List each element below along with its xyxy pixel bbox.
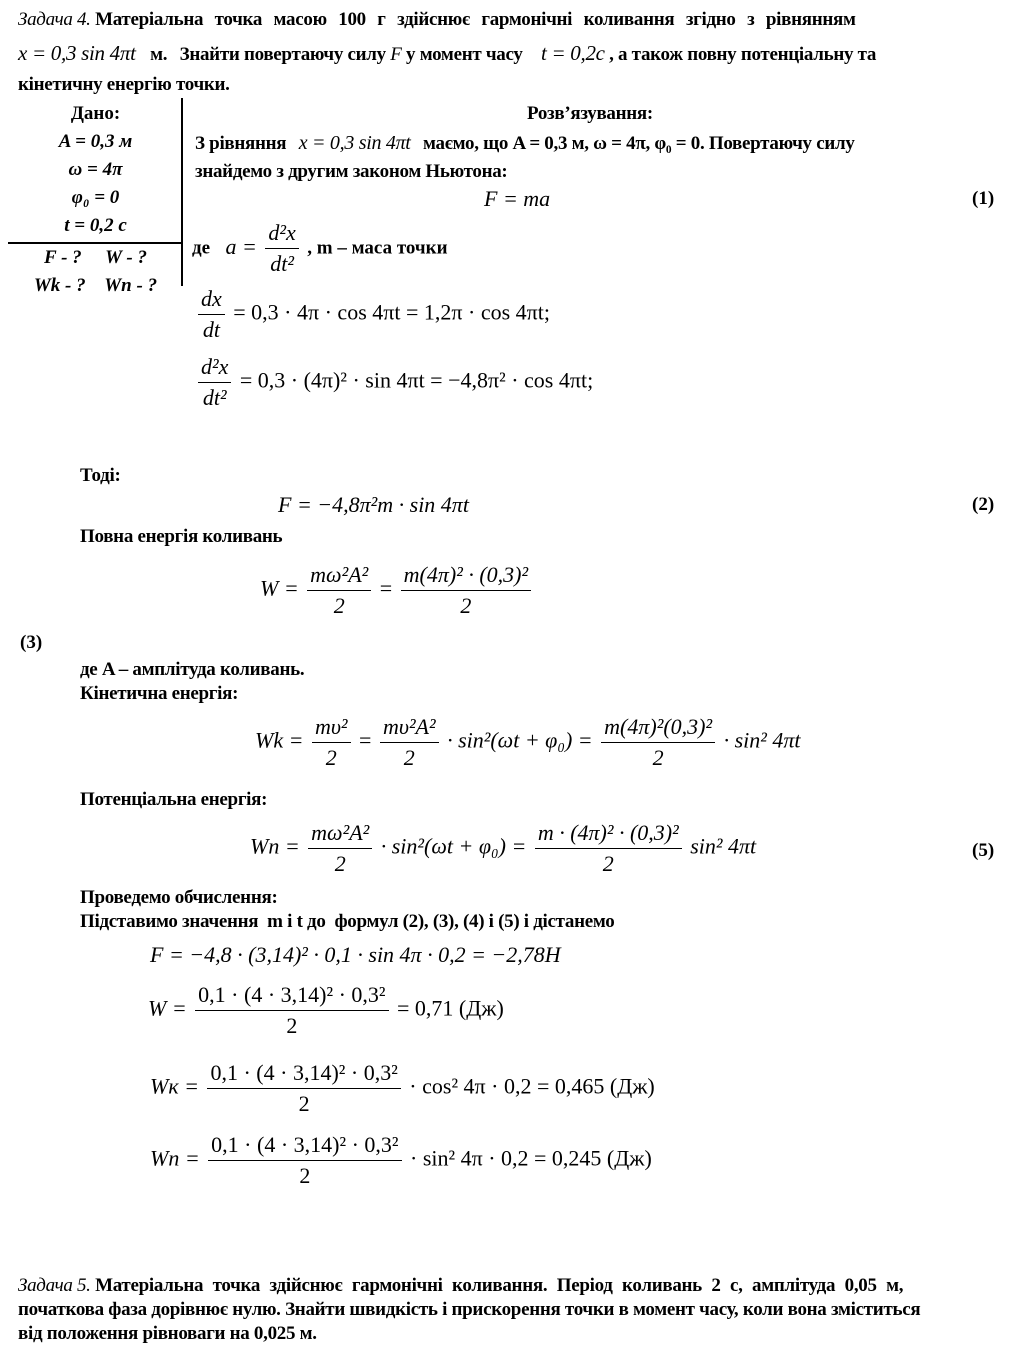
calcWk-lhs: Wк =	[150, 1073, 199, 1099]
kinetic-title: Кінетична енергія:	[80, 683, 239, 704]
problem4-line1	[18, 8, 1010, 32]
given-block	[8, 100, 183, 300]
problem4-line3	[18, 73, 1010, 97]
calc-potential-energy	[150, 1130, 652, 1191]
problem4-text3: у момент часу	[406, 44, 523, 65]
calcWn-lhs: Wn =	[150, 1145, 200, 1171]
Wn-num2: m · (4π)² · (0,3)²	[535, 818, 682, 849]
problem4-text4: , а також повну потенціальну та	[609, 44, 877, 65]
potential-energy-formula	[250, 818, 756, 879]
dx-numerator: dx	[198, 284, 225, 315]
Wn-num1: mω²A²	[308, 818, 372, 849]
solution-para2: знайдемо з другим законом Ньютона:	[195, 161, 508, 182]
problem5-label: Задача 5.	[18, 1275, 91, 1296]
calcWn-fraction	[208, 1130, 401, 1191]
W-equals: =	[379, 575, 393, 601]
Wk-den2: 2	[403, 745, 415, 770]
given-omega: ω = 4π	[68, 159, 123, 180]
given-vertical-rule	[181, 98, 183, 286]
calcW-lhs: W =	[148, 995, 187, 1021]
calc-force: F = −4,8 · (3,14)² · 0,1 · sin 4π · 0,2 = −2,78H	[150, 942, 561, 967]
Wn-fraction-2	[535, 818, 682, 879]
d2x-numerator: d²x	[198, 352, 231, 383]
calcWn-den: 2	[299, 1163, 311, 1188]
Wk-fraction-1	[312, 712, 351, 773]
dx-fraction	[198, 284, 225, 345]
mass-note: , m – маса точки	[307, 237, 448, 259]
calcW-num: 0,1 · (4 · 3,14)² · 0,3²	[195, 980, 388, 1011]
kinetic-energy-formula: Wk = $\frac{\text{mυ²}}{2}$ = $\frac{\text{mυ²A²}}{2}$ · sin²(ωt + φ₀) = $\frac{\text{m(4π)²(0,3)²}}{2}$ · sin² 4πt	[255, 712, 800, 773]
de-label: де	[192, 237, 211, 259]
W-den1: 2	[333, 593, 345, 618]
given-unknowns-row2: Wk - ? Wn - ?	[33, 275, 158, 296]
full-energy-label: Повна енергія коливань	[80, 526, 283, 547]
calcWk-rhs: · cos² 4π · 0,2 = 0,465 (Дж)	[409, 1073, 655, 1099]
W-num2: m(4π)² · (0,3)²	[401, 560, 531, 591]
solution-p1-equation: x = 0,3 sin 4πt	[298, 132, 411, 154]
dx-rhs: = 0,3 · 4π · cos 4πt = 1,2π · cos 4πt;	[233, 299, 550, 325]
equation-2-number: (2)	[972, 494, 995, 515]
problem5-line1	[18, 1274, 1010, 1298]
d2x-rhs: = 0,3 · (4π)² · sin 4πt = −4,8π² · cos 4πt;	[239, 367, 594, 393]
solution-para1	[195, 130, 855, 156]
acceleration-definition	[192, 218, 448, 279]
Wk-fraction-3	[601, 712, 715, 773]
problem4-line2	[18, 40, 1010, 67]
problem4-text2: Знайти повертаючу силу	[179, 44, 386, 65]
a-denominator: dt²	[270, 251, 294, 276]
solution-p1b: маємо, що A = 0,3 м, ω = 4π, φ₀ = 0. Повертаючу силу	[423, 133, 855, 154]
calcW-den: 2	[286, 1013, 298, 1038]
given-time: t = 0,2 с	[64, 215, 127, 236]
Wn-lhs: Wn =	[250, 833, 300, 859]
Wk-num3: m(4π)²(0,3)²	[601, 712, 715, 743]
amplitude-note: де A – амплітуда коливань.	[80, 659, 305, 680]
Wk-den1: 2	[325, 745, 337, 770]
calcW-rhs: = 0,71 (Дж)	[397, 995, 504, 1021]
Wk-den3: 2	[652, 745, 664, 770]
problem5-line2: початкова фаза дорівнює нулю. Знайти швидкість і прискорення точки в момент часу, коли вона зміститься	[18, 1299, 921, 1320]
solution-p1a: З рівняння	[195, 133, 287, 154]
calcWk-den: 2	[298, 1091, 310, 1116]
equation-2: F = −4,8π²m · sin 4πt	[278, 492, 469, 517]
Wk-fraction-2	[380, 712, 439, 773]
problem4-time: t = 0,2c	[540, 41, 605, 65]
calcW-fraction	[195, 980, 388, 1041]
potential-title: Потенціальна енергія:	[80, 789, 268, 810]
solution-title: Розв’язування:	[527, 103, 653, 124]
Wk-lhs: Wk =	[255, 727, 304, 753]
a-lhs: a =	[225, 233, 257, 259]
problem4-text5: кінетичну енергію точки.	[18, 74, 230, 95]
Wk-num1: mυ²	[312, 712, 351, 743]
Wn-den1: 2	[334, 851, 346, 876]
Wk-mid: · sin²(ωt + φ₀) =	[447, 727, 593, 753]
calcWn-num: 0,1 · (4 · 3,14)² · 0,3²	[208, 1130, 401, 1161]
calcWk-num: 0,1 · (4 · 3,14)² · 0,3²	[207, 1058, 400, 1089]
problem4-unit: м.	[150, 44, 168, 65]
problem4-equation: x = 0,3 sin 4πt	[18, 41, 136, 65]
equation-5-number: (5)	[972, 840, 995, 861]
W-den2: 2	[460, 593, 472, 618]
Wn-den2: 2	[602, 851, 614, 876]
acceleration-derivative	[195, 352, 593, 413]
equation-3-number: (3)	[20, 632, 43, 653]
given-phase: φ₀ = 0	[71, 187, 120, 208]
total-energy-formula	[260, 560, 534, 621]
Wk-tail: · sin² 4πt	[723, 727, 801, 753]
todi-label: Тоді:	[80, 465, 121, 486]
calcWn-rhs: · sin² 4π · 0,2 = 0,245 (Дж)	[410, 1145, 652, 1171]
problem5-line3: від положення рівноваги на 0,025 м.	[18, 1323, 317, 1344]
W-num1: mω²A²	[307, 560, 371, 591]
W-fraction-1	[307, 560, 371, 621]
d2x-fraction	[198, 352, 231, 413]
Wn-fraction-1	[308, 818, 372, 879]
a-fraction	[265, 218, 298, 279]
equation-1-number: (1)	[972, 188, 995, 209]
Wn-tail: sin² 4πt	[690, 833, 757, 859]
problem4-label: Задача 4.	[18, 9, 91, 30]
problem4-force-symbol: F	[390, 44, 402, 65]
given-amplitude: A = 0,3 м	[58, 131, 133, 152]
equation-1: F = ma	[484, 186, 551, 211]
given-unknowns-row1: F - ? W - ?	[44, 247, 147, 268]
Wn-mid: · sin²(ωt + φ₀) =	[380, 833, 527, 859]
W-fraction-2	[401, 560, 531, 621]
a-numerator: d²x	[265, 218, 298, 249]
velocity-derivative	[195, 284, 550, 345]
substitution-note: Підставимо значення m і t до формул (2), (3), (4) і (5) і дістанемо	[80, 911, 615, 932]
problem4-statement	[18, 8, 1010, 97]
problem5-statement	[18, 1274, 1010, 1346]
calc-kinetic-energy	[150, 1058, 655, 1119]
dx-denominator: dt	[202, 317, 220, 342]
calc-title: Проведемо обчислення:	[80, 887, 278, 908]
d2x-denominator: dt²	[202, 385, 227, 410]
problem4-text1: Матеріальна точка масою 100 г здійснює гармонічні коливання згідно з рівнянням	[95, 9, 856, 30]
W-lhs: W =	[260, 575, 299, 601]
calcWk-fraction	[207, 1058, 400, 1119]
problem5-text1: Матеріальна точка здійснює гармонічні коливання. Період коливань 2 с, амплітуда 0,05 м,	[95, 1275, 904, 1296]
calc-total-energy	[148, 980, 504, 1041]
Wk-num2: mυ²A²	[380, 712, 439, 743]
given-title: Дано:	[70, 103, 121, 124]
